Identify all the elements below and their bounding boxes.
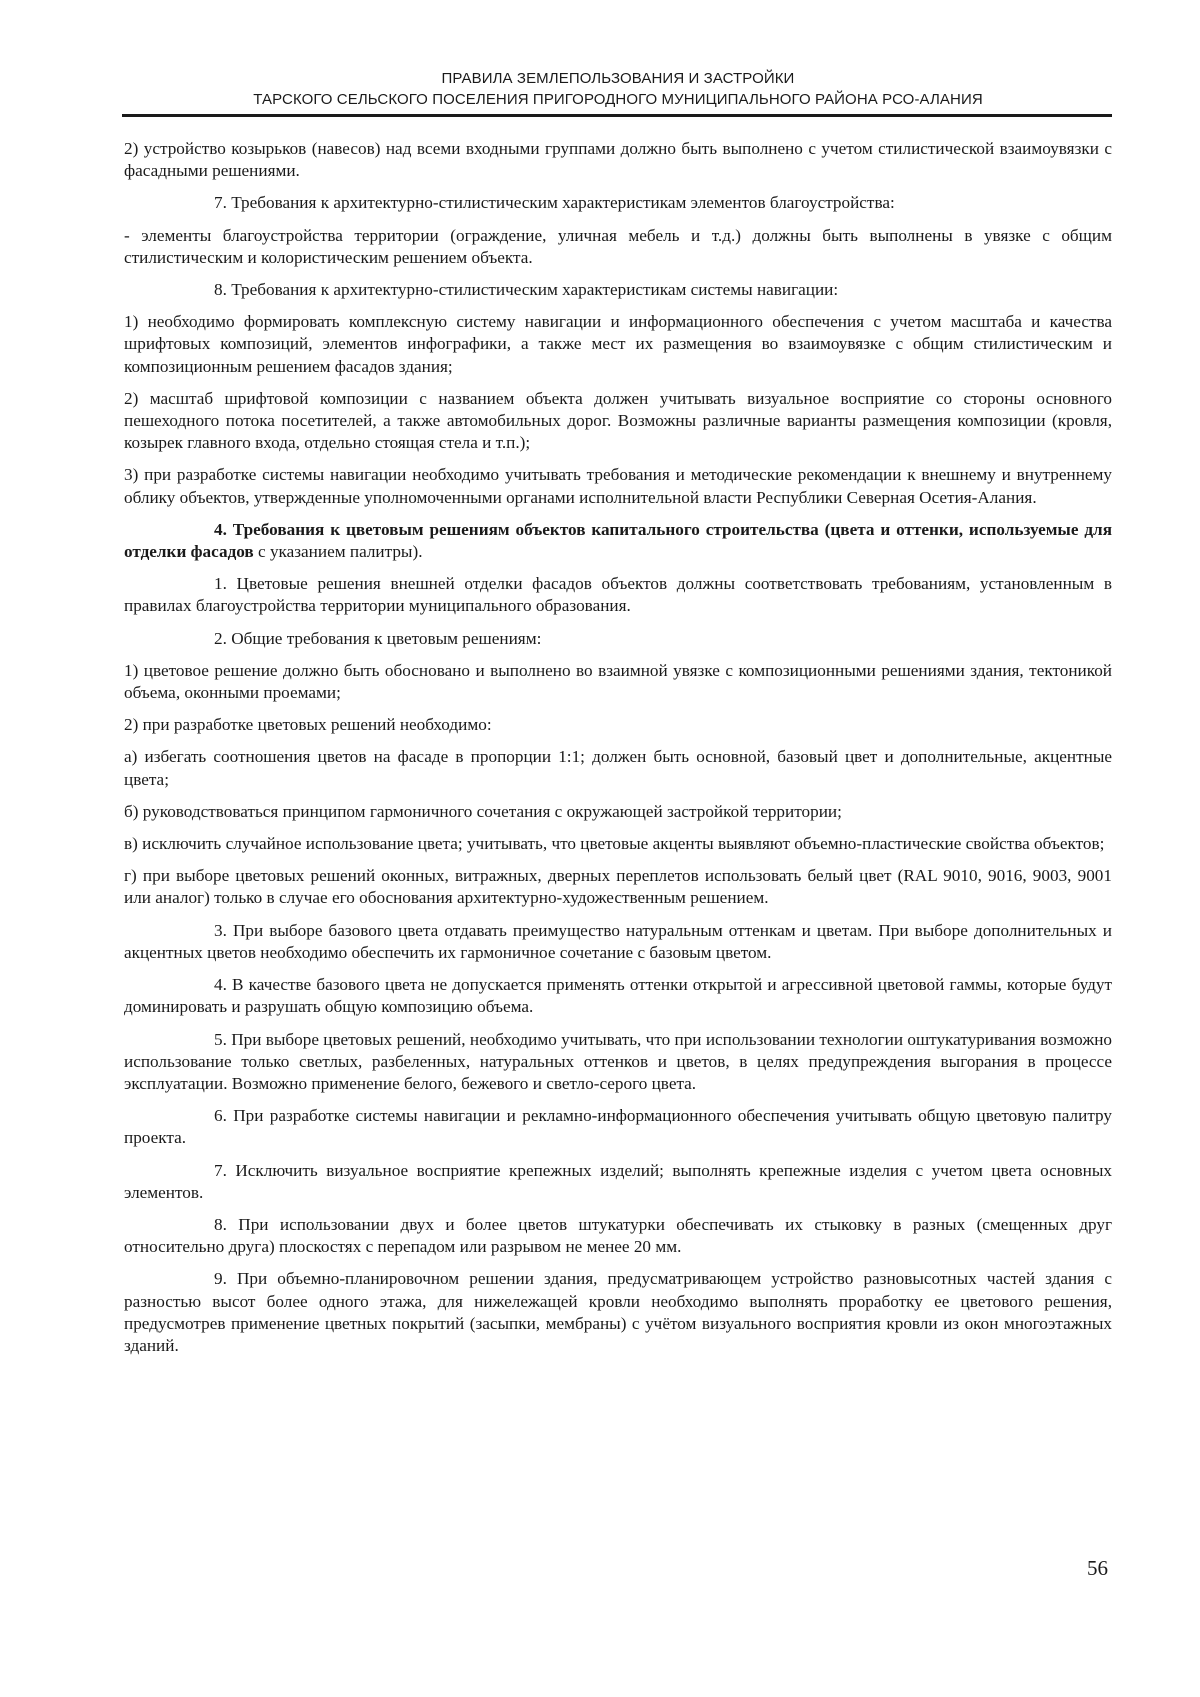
document-header [124,68,1112,110]
paragraph: 7. Исключить визуальное восприятие крепежных изделий; выполнять крепежные изделия с учетом цвета основных элементов. [124,1160,1112,1202]
paragraph: 8. Требования к архитектурно-стилистическим характеристикам системы навигации: [214,280,839,300]
header-divider [122,114,1112,117]
paragraph: 8. При использовании двух и более цветов штукатурки обеспечивать их стыковку в разных (смещенных друг относительно друга) плоскостях с перепадом или разрывом не менее 20 мм. [124,1214,1112,1257]
paragraph: 5. При выборе цветовых решений, необходимо учитывать, что при использовании технологии оштукатуривания возможно использование только светлых, разбеленных, натуральных оттенков и цветов, в целях предупреждения выгорания в процессе эксплуатации. Возможно применение белого, бежевого и светло-серого цвета. [124,1029,1112,1093]
paragraph: 1) цветовое решение должно быть обосновано и выполнено во взаимной увязке с композиционными решениями здания, тектоникой объема, оконными проемами; [124,660,1112,703]
paragraph: - элементы благоустройства территории (ограждение, уличная мебель и т.д.) должны быть выполнены в увязке с общим стилистическим и колористическим решением объекта. [124,225,1112,267]
paragraph: 2) при разработке цветовых решений необходимо: [124,715,492,735]
paragraph: а) избегать соотношения цветов на фасаде в пропорции 1:1; должен быть основной, базовый цвет и дополнительные, акцентные цвета; [124,747,1112,789]
section-heading-bold: 4. Требования к цветовым решениям объектов капитального строительства (цвета и оттенки, используемые для отделки фасадов [124,519,1112,562]
paragraph: 2. Общие требования к цветовым решениям: [214,628,542,648]
paragraph: 4. В качестве базового цвета не допускается применять оттенки открытой и агрессивной цветовой гаммы, которые будут доминировать и разрушать общую композицию объема. [124,975,1112,1017]
document-body [124,138,1112,1367]
header-title-line-2: ТАРСКОГО СЕЛЬСКОГО ПОСЕЛЕНИЯ ПРИГОРОДНОГО МУНИЦИПАЛЬНОГО РАЙОНА РСО-АЛАНИЯ [253,91,983,108]
paragraph: 2) устройство козырьков (навесов) над всеми входными группами должно быть выполнено с учетом стилистической взаимоувязки с фасадными решениями. [124,139,1112,181]
paragraph: 1. Цветовые решения внешней отделки фасадов объектов должны соответствовать требованиям, установленным в правилах благоустройства территории муниципального образования. [124,574,1112,616]
paragraph: 2) масштаб шрифтовой композиции с названием объекта должен учитывать визуальное восприятие со стороны основного пешеходного потока посетителей, а также автомобильных дорог. Возможны различные варианты размещения композиции (кровля, козырек главного входа, отдельно стоящая стела и т.п.); [124,388,1112,453]
paragraph: 7. Требования к архитектурно-стилистическим характеристикам элементов благоустройства: [214,193,895,213]
header-title-line-1: ПРАВИЛА ЗЕМЛЕПОЛЬЗОВАНИЯ И ЗАСТРОЙКИ [441,70,795,87]
section-heading [124,519,1112,563]
paragraph: г) при выборе цветовых решений оконных, витражных, дверных переплетов использовать белый цвет (RAL 9010, 9016, 9003, 9001 или аналог) только в случае его обоснования архитектурно-художественным решением. [124,866,1112,908]
page-number: 56 [1087,1556,1108,1580]
paragraph: б) руководствоваться принципом гармоничного сочетания с окружающей застройкой территории; [124,801,842,821]
paragraph: 1) необходимо формировать комплексную систему навигации и информационного обеспечения с учетом масштаба и качества шрифтовых композиций, элементов инфографики, а также мест их размещения во взаимоувязке с общим стилистическим и композиционным решением фасадов здания; [124,312,1112,376]
paragraph: 9. При объемно-планировочном решении здания, предусматривающем устройство разновысотных частей здания с разностью высот более одного этажа, для нижележащей кровли необходимо выполнять проработку ее цветового решения, предусмотрев применение цветных покрытий (засыпки, мембраны) с учётом визуального восприятия кровли из окон многоэтажных зданий. [124,1269,1112,1355]
paragraph: 3) при разработке системы навигации необходимо учитывать требования и методические рекомендации к внешнему и внутреннему облику объектов, утвержденные уполномоченными органами исполнительной власти Республики Северная Осетия-Алания. [124,465,1112,507]
paragraph: 3. При выборе базового цвета отдавать преимущество натуральным оттенкам и цветам. При выборе дополнительных и акцентных цветов необходимо обеспечить их гармоничное сочетание с базовым цветом. [124,920,1112,962]
paragraph: 6. При разработке системы навигации и рекламно-информационного обеспечения учитывать общую цветовую палитру проекта. [124,1106,1112,1148]
section-heading-normal: с указанием палитры). [253,542,423,562]
paragraph: в) исключить случайное использование цвета; учитывать, что цветовые акценты выявляют объемно-пластические свойства объектов; [124,834,1105,854]
